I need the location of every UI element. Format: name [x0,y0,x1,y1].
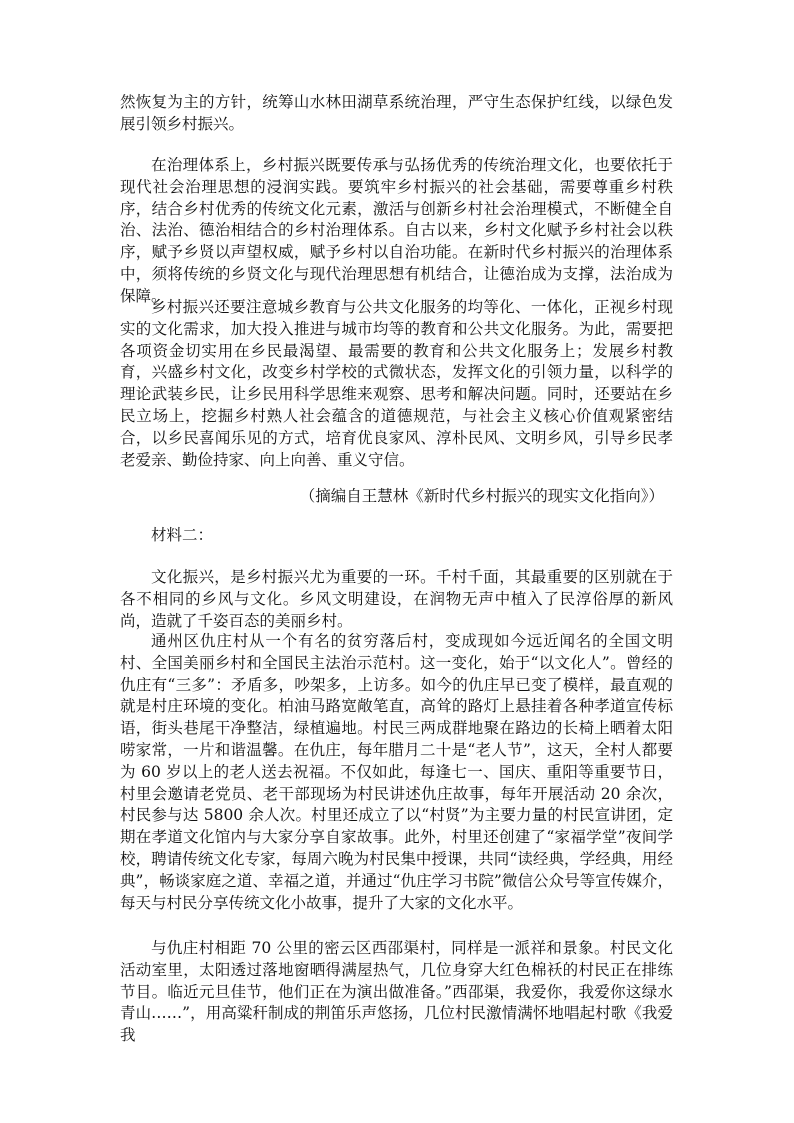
paragraph-education: 乡村振兴还要注意城乡教育与公共文化服务的均等化、一体化，正视乡村现实的文化需求，加大投入推进与城市均等的教育和公共文化服务。为此，需要把各项资金切实用在乡民最渴望、最需要的教育和公共文化服务上；发展乡村教育，兴盛乡村文化，改变乡村学校的式微状态，发挥文化的引领力量，以科学的理论武装乡民，让乡民用科学思维来观察、思考和解决问题。同时，还要站在乡民立场上，挖掘乡村熟人社会蕴含的道德规范，与社会主义核心价值观紧密结合，以乡民喜闻乐见的方式，培育优良家风、淳朴民风、文明乡风，引导乡民孝老爱亲、勤俭持家、向上向善、重义守信。 [120,298,673,469]
paragraph-xishaoqu-village: 与仇庄村相距 70 公里的密云区西邵渠村，同样是一派祥和景象。村民文化活动室里，太阳透过落地窗晒得满屋热气，几位身穿大红色棉袄的村民正在排练节目。临近元旦佳节，他们正在为演出做准备。”西邵渠，我爱你，我爱你这绿水青山……”，用高粱秆制成的荆笛乐声悠扬，几位村民激情满怀地唱起村歌《我爱我 [120,939,673,1045]
source-citation: （摘编自王慧林《新时代乡村振兴的现实文化指向》） [299,487,664,505]
paragraph-qiuzhuang-village: 通州区仇庄村从一个有名的贫穷落后村，变成现如今远近闻名的全国文明村、全国美丽乡村和全国民主法治示范村。这一变化，始于“以文化人”。曾经的仇庄有“三多”：矛盾多，吵架多，上访多。如今的仇庄早已变了模样，最直观的就是村庄环境的变化。柏油马路宽敞笔直，高耸的路灯上悬挂着各种孝道宣传标语，街头巷尾干净整洁，绿植遍地。村民三两成群地聚在路边的长椅上晒着太阳唠家常，一片和谐温馨。在仇庄，每年腊月二十是“老人节”，这天，全村人都要为 60 岁以上的老人送去祝福。不仅如此，每逢七一、国庆、重阳等重要节日，村里会邀请老党员、老干部现场为村民讲述仇庄故事，每年开展活动 20 余次，村民参与达 5800 余人次。村里还成立了以“村贤”为主要力量的村民宣讲团，定期在孝道文化馆内与大家分享自家故事。此外，村里还创建了“家福学堂”夜间学校，聘请传统文化专家，每周六晚为村民集中授课，共同“读经典，学经典，用经典”，畅谈家庭之道、幸福之道，并通过“仇庄学习书院”微信公众号等宣传媒介，每天与村民分享传统文化小故事，提升了大家的文化水平。 [120,632,673,912]
paragraph-governance: 在治理体系上，乡村振兴既要传承与弘扬优秀的传统治理文化，也要依托于现代社会治理思想的浸润实践。要筑牢乡村振兴的社会基础，需要尊重乡村秩序，结合乡村优秀的传统文化元素，激活与创新乡村社会治理模式，不断健全自治、法治、德治相结合的乡村治理体系。自古以来，乡村文化赋予乡村社会以秩序，赋予乡贤以声望权威，赋予乡村以自治功能。在新时代乡村振兴的治理体系中，须将传统的乡贤文化与现代治理思想有机结合，让德治成为支撑，法治成为保障。 [120,156,673,305]
paragraph-cultural-revival: 文化振兴，是乡村振兴尤为重要的一环。千村千面，其最重要的区别就在于各不相同的乡风与文化。乡风文明建设，在润物无声中植入了民淳俗厚的新风尚，造就了千姿百态的美丽乡村。 [120,568,673,630]
paragraph-continuation: 然恢复为主的方针，统筹山水林田湖草系统治理，严守生态保护红线，以绿色发展引领乡村振兴。 [120,93,673,133]
material-two-label: 材料二： [151,526,214,544]
